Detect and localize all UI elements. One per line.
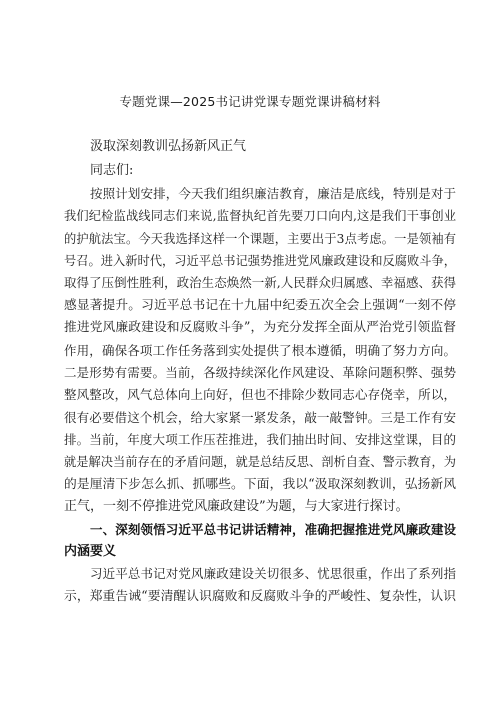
paragraph-line: 示，郑重告诫“要清醒认识腐败和反腐败斗争的严峻性、复杂性，认识	[64, 588, 456, 604]
heading-line: 一、深刻领悟习近平总书记讲话精神，准确把握推进党风廉政建设	[90, 521, 456, 537]
heading-line: 内涵要义	[64, 544, 117, 560]
greeting: 同志们:	[90, 163, 134, 179]
paragraph-line: 排。当前，年度大项工作压茬推进，我们抽出时间、安排这堂课，目的	[64, 432, 456, 448]
paragraph-line: 的护航法宝。今天我选择这样一个课题，主要出于3点考虑。一是领袖有	[64, 231, 456, 246]
paragraph-line: 推进党风廉政建设和反腐败斗争”，为充分发挥全面从严治党引领监督	[64, 320, 456, 336]
paragraph-2	[64, 563, 456, 608]
paragraph-line: 习近平总书记对党风廉政建设关切很多、忧思很重，作出了系列指	[90, 566, 456, 582]
paragraph-line: 我们纪检监战线同志们来说,监督执纪首先要刀口向内,这是我们干事创业	[64, 209, 456, 224]
paragraph-line: 二是形势有需要。当前，各级持续深化作风建设、革除问题积弊、强势	[64, 364, 456, 380]
paragraph-line: 正气，一刻不停推进党风廉政建设”为题，与大家进行探讨。	[64, 499, 409, 515]
paragraph-line: 很有必要借这个机会，给大家紧一紧发条，敲一敲警钟。三是工作有安	[64, 409, 456, 425]
section-heading-1	[64, 519, 456, 564]
paragraph-line: 感显著提升。习近平总书记在十九届中纪委五次全会上强调“一刻不停	[64, 297, 456, 313]
paragraph-line: 就是解决当前存在的矛盾问题，就是总结反思、剖析自查、警示教育，为	[64, 455, 456, 470]
paragraph-line: 的是厘清下步怎么抓、抓哪些。下面，我以“汲取深刻教训，弘扬新风	[64, 476, 456, 492]
paragraph-line: 整风整改，风气总体向上向好，但也不排除少数同志心存侥幸，所以，	[64, 387, 456, 403]
document-title: 专题党课—2025书记讲党课专题党课讲稿材料	[119, 94, 381, 109]
document-body	[64, 136, 456, 608]
paragraph-line: 号召。进入新时代，习近平总书记强势推进党风廉政建设和反腐败斗争，	[64, 253, 456, 268]
document-subtitle: 汲取深刻教训弘扬新风正气	[90, 139, 247, 154]
paragraph-1	[64, 183, 456, 519]
paragraph-line: 按照计划安排，今天我们组织廉洁教育，廉洁是底线，特别是对于	[90, 185, 456, 201]
paragraph-line: 取得了压倒性胜利，政治生态焕然一新,人民群众归属感、幸福感、获得	[64, 275, 456, 291]
paragraph-line: 作用，确保各项工作任务落到实处提供了根本遵循，明确了努力方向。	[64, 342, 456, 358]
